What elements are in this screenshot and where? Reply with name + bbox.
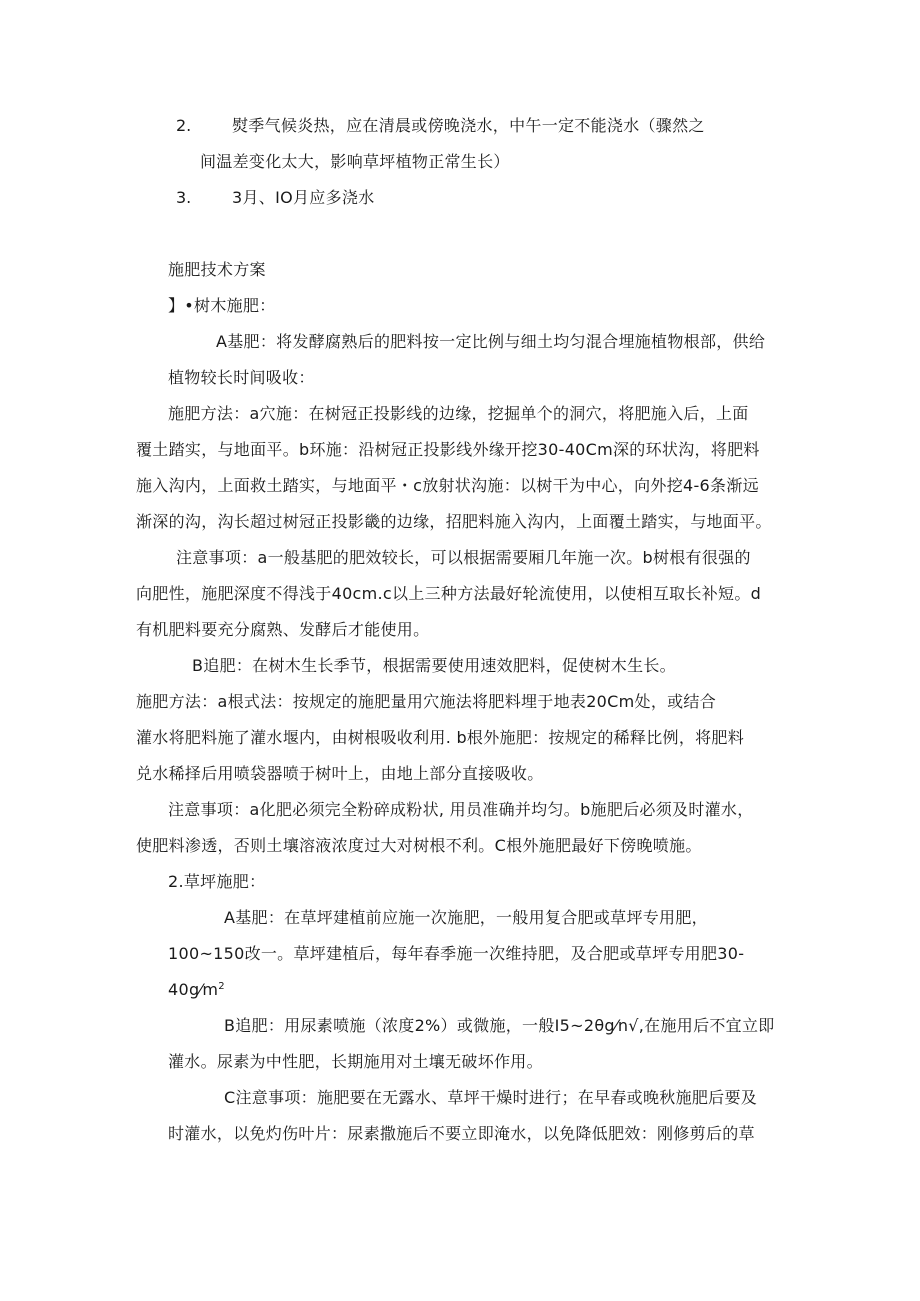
lawn-base-unit-exponent: 2	[218, 981, 225, 992]
tree-top-method-line-1: 施肥方法：a根式法：按规定的施肥量用穴施法将肥料埋于地表20Cm处，或结合	[136, 692, 717, 711]
lawn-fertilizer-heading: 2.草坪施肥：	[168, 872, 266, 891]
tree-base-notes-line-2: 向肥性，施肥深度不得浅于40cm.c以上三种方法最好轮流使用，以使相互取长补短。d	[136, 584, 762, 603]
tree-base-method-line-3: 施入沟内，上面救土踏实，与地面平・c放射状沟施：以树干为中心，向外挖4-6条渐远	[136, 476, 759, 495]
tree-base-method-line-4: 渐深的沟，沟长超过树冠正投影畿的边缘，招肥料施入沟内，上面覆土踏实，与地面平。	[136, 512, 772, 531]
lawn-base-unit: 40g⁄m	[168, 980, 219, 999]
tree-top-method-line-3: 兑水稀择后用喷袋器喷于树叶上，由地上部分直接吸收。	[136, 764, 544, 783]
lawn-base-line-3	[168, 980, 225, 1000]
item-3-number: 3.	[176, 188, 192, 207]
tree-base-notes-line-3: 有机肥料要充分腐熟、发酵后才能使用。	[136, 620, 430, 639]
tree-base-method-line-1: 施肥方法：a穴施：在树冠正投影线的边缘，挖掘单个的洞穴，将肥施入后，上面	[168, 404, 749, 423]
tree-top-line-1: B追肥：在树木生长季节，根据需要使用速效肥料，促使树木生长。	[192, 656, 676, 675]
tree-base-line-1: A基肥：将发酵腐熟后的肥料按一定比例与细土均匀混合埋施植物根部，供给	[216, 332, 766, 351]
item-2-line-1: 熨季气候炎热，应在清晨或傍晚浇水，中午一定不能浇水（骤然之	[232, 116, 705, 135]
tree-top-notes-line-1: 注意事项：a化肥必须完全粉碎成粉状, 用员准确并均匀。b施肥后必须及时灌水，	[168, 800, 754, 819]
tree-fertilizer-heading: 】•树木施肥：	[168, 296, 276, 315]
tree-base-notes-line-1: 注意事项：a一般基肥的肥效较长，可以根据需要厢几年施一次。b树根有很强的	[176, 548, 751, 567]
lawn-notes-line-1: C注意事项：施肥要在无露水、草坪干燥时进行；在早春或晚秋施肥后要及	[224, 1088, 758, 1107]
item-2-line-2: 间温差变化太大，影响草坪植物正常生长）	[200, 152, 510, 171]
item-2-number: 2.	[176, 116, 192, 135]
section-heading: 施肥技术方案	[168, 260, 266, 279]
lawn-base-line-1: A基肥：在草坪建植前应施一次施肥，一般用复合肥或草坪专用肥，	[224, 908, 708, 927]
lawn-base-line-2: 100~150改一。草坪建植后，每年春季施一次维持肥，及合肥或草坪专用肥30-	[168, 944, 745, 963]
lawn-top-line-2: 灌水。尿素为中性肥，长期施用对土壤无破坏作用。	[168, 1052, 543, 1071]
lawn-notes-line-2: 时灌水，以免灼伤叶片：尿素撒施后不要立即淹水，以免降低肥效：刚修剪后的草	[168, 1124, 755, 1143]
tree-top-method-line-2: 灌水将肥料施了灌水堰内，由树根吸收利用. b根外施肥：按规定的稀释比例，将肥料	[136, 728, 745, 747]
tree-base-method-line-2: 覆土踏实，与地面平。b环施：沿树冠正投影线外缘开挖30-40Cm深的环状沟，将肥料	[136, 440, 760, 459]
lawn-top-line-1: B追肥：用尿素喷施（浓度2%）或微施，一般I5~2θg⁄n√,在施用后不宜立即	[224, 1016, 775, 1035]
item-3-text: 3月、IO月应多浇水	[232, 188, 375, 207]
tree-top-notes-line-2: 使肥料渗透，否则土壤溶液浓度过大对树根不利。C根外施肥最好下傍晚喷施。	[136, 836, 702, 855]
tree-base-line-2: 植物较长时间吸收：	[168, 368, 315, 387]
